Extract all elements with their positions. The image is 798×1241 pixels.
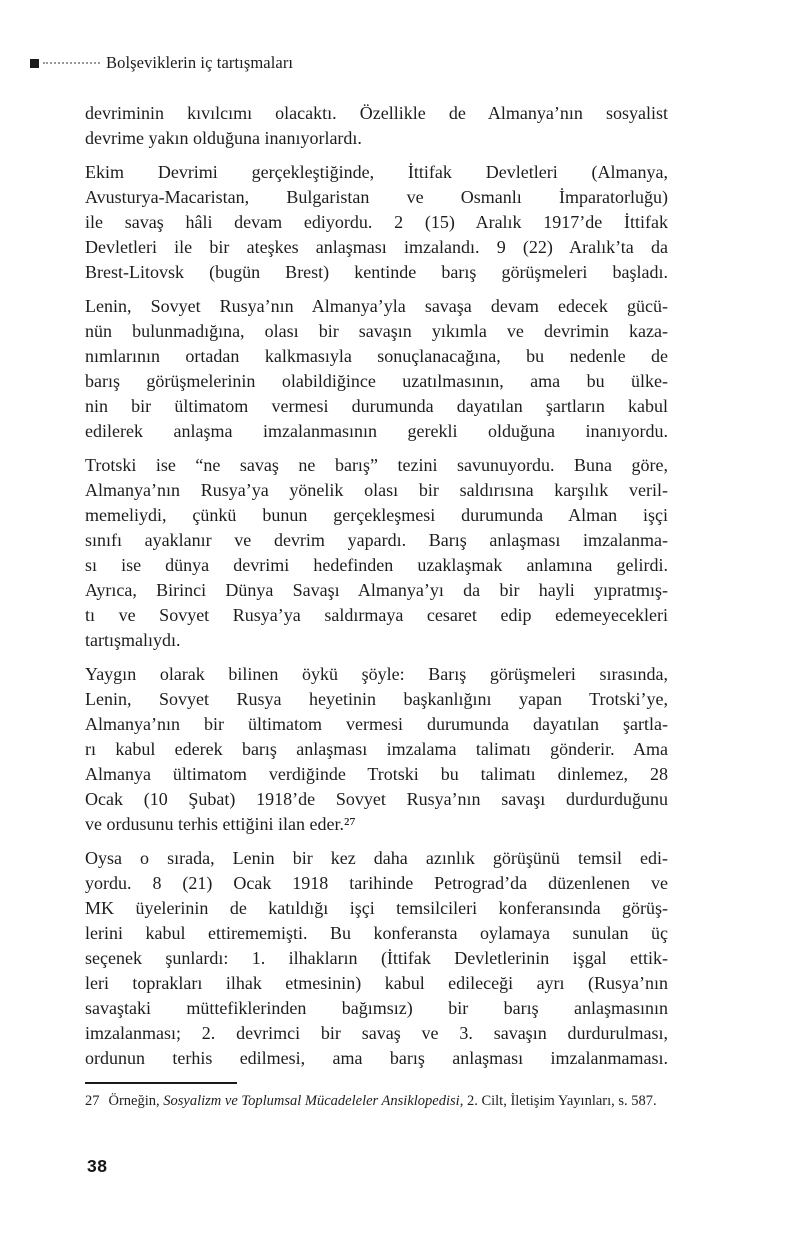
body-text — [85, 101, 668, 1071]
running-header — [30, 53, 293, 73]
text-line: Brest-Litovsk (bugün Brest) kentinde barış görüşmeleri başladı. — [85, 262, 668, 282]
text-line: Lenin, Sovyet Rusya’nın Almanya’yla savaşa devam edecek gücü- — [85, 296, 668, 316]
footnote-book-title: Sosyalizm ve Toplumsal Mücadeleler Ansiklopedisi — [163, 1093, 460, 1109]
paragraph — [85, 160, 668, 285]
text-line: ordunun terhis edilmesi, ama barış anlaşması imzalanmaması. — [85, 1048, 668, 1068]
text-line: Almanya ültimatom verdiğinde Trotski bu talimatı dinlemez, 28 — [85, 764, 668, 784]
footnote-text — [109, 1093, 657, 1109]
text-line: nin bir ültimatom vermesi durumunda dayatılan şartların kabul — [85, 396, 668, 416]
footnote-text-segment: , 2. Cilt, İletişim Yayınları, s. 587. — [459, 1093, 657, 1109]
text-line: rı kabul ederek barış anlaşması imzalama talimatı gönderir. Ama — [85, 739, 668, 759]
text-line: leri toprakları ilhak etmesinin) kabul edileceği ayrı (Rusya’nın — [85, 973, 668, 993]
running-header-title: Bolşeviklerin iç tartışmaları — [106, 53, 294, 72]
text-line: imzalanması; 2. devrimci bir savaş ve 3. savaşın durdurulması, — [85, 1023, 668, 1043]
paragraph — [85, 294, 668, 444]
paragraph — [85, 846, 668, 1071]
text-line: savaştaki müttefiklerinden bağımsız) bir barış anlaşmasının — [85, 998, 668, 1018]
text-line: Trotski ise “ne savaş ne barış” tezini savunuyordu. Buna göre, — [85, 455, 668, 475]
text-line: Ocak (10 Şubat) 1918’de Sovyet Rusya’nın savaşı durdurduğunu — [85, 789, 668, 809]
paragraph — [85, 662, 668, 837]
text-line: yordu. 8 (21) Ocak 1918 tarihinde Petrograd’da düzenlenen ve — [85, 873, 668, 893]
text-line: Ayrıca, Birinci Dünya Savaşı Almanya’yı da bir hayli yıpratmış- — [85, 580, 668, 600]
text-line: sı ise dünya devrimi hedefinden uzaklaşmak anlamına gelirdi. — [85, 555, 668, 575]
text-line: tartışmalıydı. — [85, 630, 181, 650]
text-line: sınıfı ayaklanır ve devrim yapardı. Barış anlaşması imzalanma- — [85, 530, 668, 550]
text-line: ile savaş hâli devam ediyordu. 2 (15) Aralık 1917’de İttifak — [85, 212, 668, 232]
paragraph — [85, 101, 668, 151]
square-bullet-icon — [30, 59, 39, 68]
page-number: 38 — [87, 1156, 108, 1176]
paragraph — [85, 453, 668, 653]
dotted-leader-line — [43, 62, 100, 64]
text-line: nımlarının ortadan kalkmasıyla sonuçlanacağına, bu nedenle de — [85, 346, 668, 366]
text-line: tı ve Sovyet Rusya’ya saldırmaya cesaret edip edemeyecekleri — [85, 605, 668, 625]
text-line: memeliydi, çünkü bunun gerçekleşmesi durumunda Alman işçi — [85, 505, 668, 525]
text-line: Ekim Devrimi gerçekleştiğinde, İttifak Devletleri (Almanya, — [85, 162, 668, 182]
text-line: devrime yakın olduğuna inanıyorlardı. — [85, 128, 362, 148]
text-line: seçenek şunlardı: 1. ilhakların (İttifak Devletlerinin işgal ettik- — [85, 948, 668, 968]
text-line: lerini kabul ettirememişti. Bu konferansta oylamaya sunulan üç — [85, 923, 668, 943]
footnote — [85, 1091, 700, 1113]
footnote-separator-rule — [85, 1082, 237, 1084]
text-line: edilerek anlaşma imzalanmasının gerekli olduğuna inanıyordu. — [85, 421, 668, 441]
text-line: Almanya’nın Rusya’ya yönelik olası bir saldırısına karşılık veril- — [85, 480, 668, 500]
footnote-number: 27 — [85, 1093, 100, 1109]
text-line: Lenin, Sovyet Rusya heyetinin başkanlığını yapan Trotski’ye, — [85, 689, 668, 709]
footnote-text-segment: Örneğin, — [108, 1093, 164, 1109]
text-line: devriminin kıvılcımı olacaktı. Özellikle de Almanya’nın sosyalist — [85, 103, 668, 123]
text-line: Devletleri ile bir ateşkes anlaşması imzalandı. 9 (22) Aralık’ta da — [85, 237, 668, 257]
text-line: nün bulunmadığına, olası bir savaşın yıkımla ve devrimin kaza- — [85, 321, 668, 341]
text-line: ve ordusunu terhis ettiğini ilan eder.²⁷ — [85, 814, 356, 834]
text-line: Oysa o sırada, Lenin bir kez daha azınlık görüşünü temsil edi- — [85, 848, 668, 868]
text-line: Avusturya-Macaristan, Bulgaristan ve Osmanlı İmparatorluğu) — [85, 187, 668, 207]
text-line: barış görüşmelerinin olabildiğince uzatılmasının, ama bu ülke- — [85, 371, 668, 391]
text-line: MK üyelerinin de katıldığı işçi temsilcileri konferansında görüş- — [85, 898, 668, 918]
text-line: Yaygın olarak bilinen öykü şöyle: Barış görüşmeleri sırasında, — [85, 664, 668, 684]
text-line: Almanya’nın bir ültimatom vermesi durumunda dayatılan şartla- — [85, 714, 668, 734]
